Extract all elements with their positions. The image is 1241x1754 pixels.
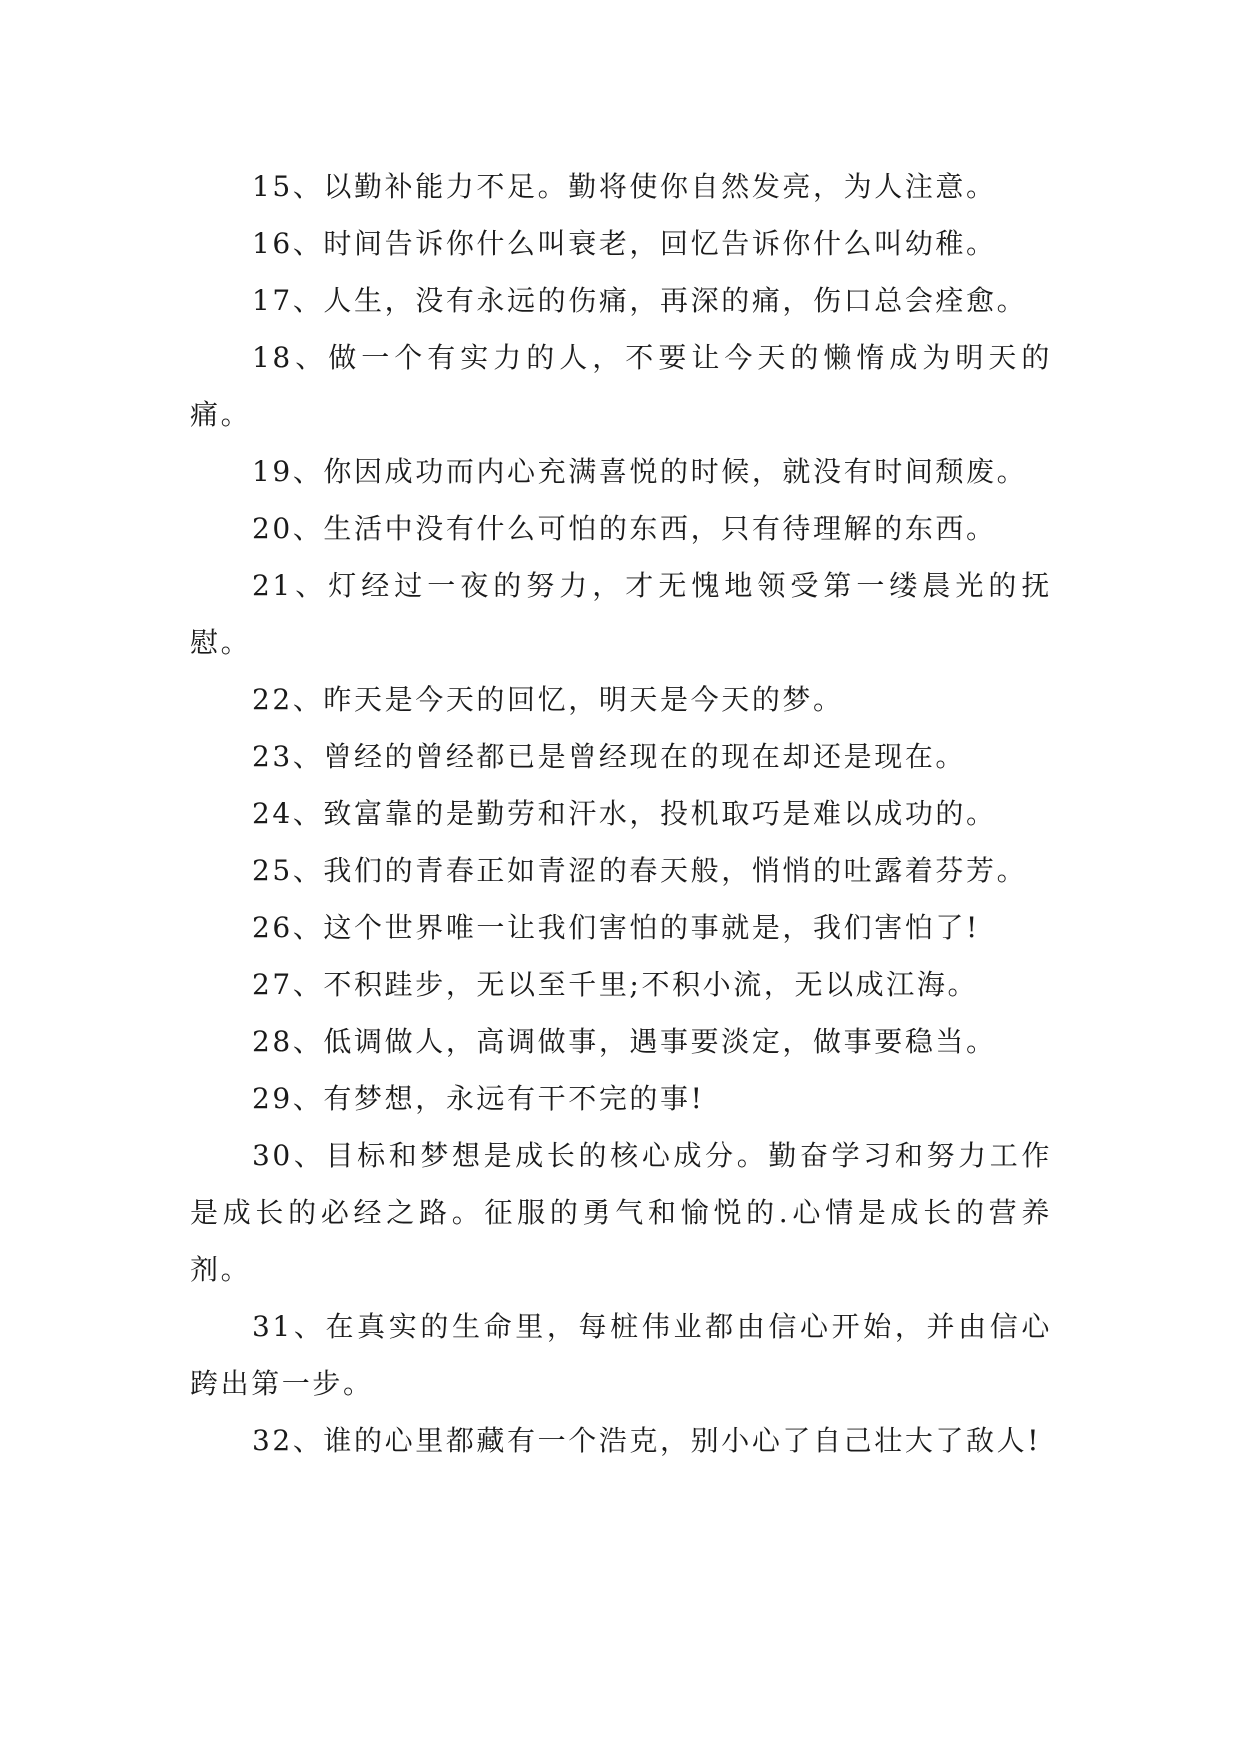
quote-item: 31、在真实的生命里，每桩伟业都由信心开始，并由信心跨出第一步。 <box>190 1310 1052 1400</box>
quote-item: 16、时间告诉你什么叫衰老，回忆告诉你什么叫幼稚。 <box>252 227 997 260</box>
quote-item: 24、致富靠的是勤劳和汗水，投机取巧是难以成功的。 <box>252 797 997 830</box>
quote-item: 25、我们的青春正如青涩的春天般，悄悄的吐露着芬芳。 <box>252 854 1028 887</box>
quote-item: 23、曾经的曾经都已是曾经现在的现在却还是现在。 <box>252 740 967 773</box>
quote-item: 19、你因成功而内心充满喜悦的时候，就没有时间颓废。 <box>252 455 1028 488</box>
quote-item: 30、目标和梦想是成长的核心成分。勤奋学习和努力工作是成长的必经之路。征服的勇气和愉悦的.心情是成长的营养剂。 <box>190 1139 1052 1286</box>
quote-list <box>190 158 1052 1469</box>
quote-item: 27、不积跬步，无以至千里;不积小流，无以成江海。 <box>252 968 979 1001</box>
quote-item: 26、这个世界唯一让我们害怕的事就是，我们害怕了! <box>252 911 980 944</box>
quote-item: 15、以勤补能力不足。勤将使你自然发亮，为人注意。 <box>252 170 997 203</box>
quote-item: 32、谁的心里都藏有一个浩克，别小心了自己壮大了敌人! <box>252 1424 1042 1457</box>
quote-item: 22、昨天是今天的回忆，明天是今天的梦。 <box>252 683 844 716</box>
quote-item: 18、做一个有实力的人，不要让今天的懒惰成为明天的痛。 <box>190 341 1052 431</box>
quote-item: 28、低调做人，高调做事，遇事要淡定，做事要稳当。 <box>252 1025 997 1058</box>
quote-item: 21、灯经过一夜的努力，才无愧地领受第一缕晨光的抚慰。 <box>190 569 1052 659</box>
quote-item: 20、生活中没有什么可怕的东西，只有待理解的东西。 <box>252 512 997 545</box>
quote-item: 29、有梦想，永远有干不完的事! <box>252 1082 705 1115</box>
quote-item: 17、人生，没有永远的伤痛，再深的痛，伤口总会痊愈。 <box>252 284 1028 317</box>
